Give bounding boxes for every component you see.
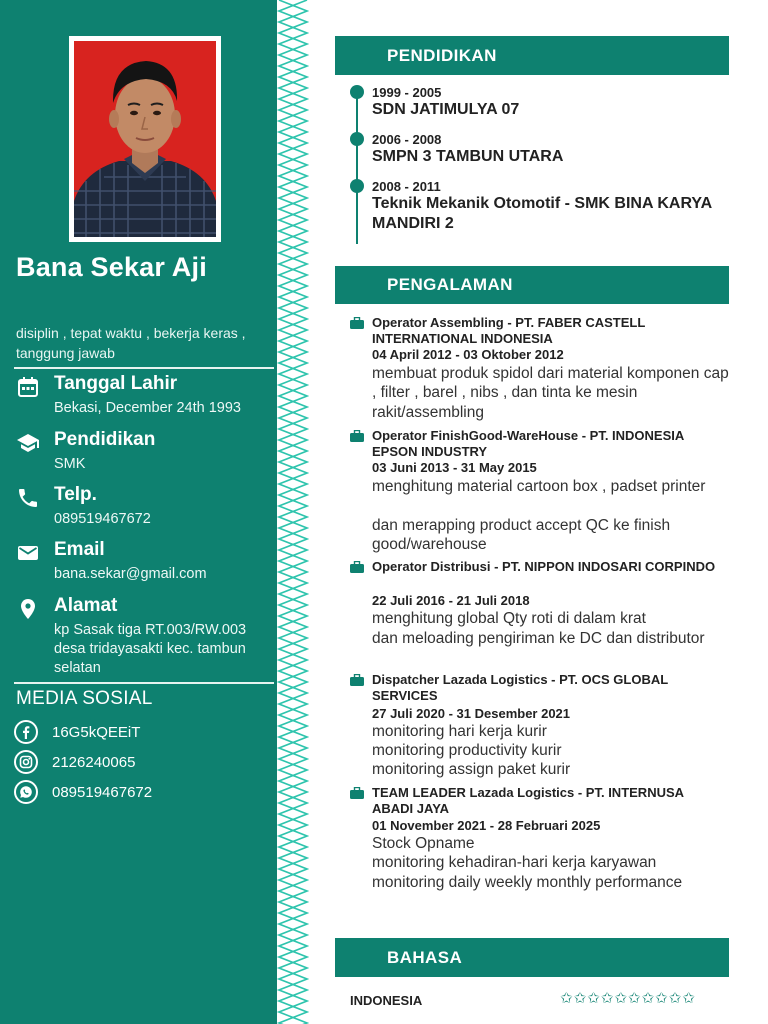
job-description: monitoring daily weekly monthly performance [372, 874, 683, 891]
profile-photo [69, 36, 221, 242]
timeline-dot [350, 132, 364, 146]
job-title: Operator FinishGood-WareHouse - PT. INDONESIA EPSON INDUSTRY [372, 428, 684, 459]
rating-star-icon: ✩ [587, 990, 600, 1007]
location-pin-icon [16, 597, 40, 621]
job-title: Operator Assembling - PT. FABER CASTELL INTERNATIONAL INDONESIA [372, 315, 646, 346]
briefcase-icon [350, 674, 364, 686]
job-description: menghitung material cartoon box , padset printer [372, 478, 706, 495]
address-label: Alamat [54, 595, 118, 616]
rating-star-icon: ✩ [668, 990, 682, 1007]
instagram-icon [14, 750, 38, 774]
decorative-zigzag-border [277, 0, 309, 1024]
job-description: monitoring kehadiran-hari kerja karyawan [372, 854, 657, 871]
education-school: SMPN 3 TAMBUN UTARA [372, 148, 564, 165]
education-label: Pendidikan [54, 429, 156, 450]
phone-label: Telp. [54, 484, 97, 505]
rating-star-icon: ✩ [655, 990, 668, 1007]
job-title: Operator Distribusi - PT. NIPPON INDOSARI CORPINDO [372, 559, 716, 574]
facebook-icon [14, 720, 38, 744]
briefcase-icon [350, 561, 364, 573]
job-description: monitoring assign paket kurir [372, 761, 571, 778]
sidebar-divider [14, 367, 274, 369]
job-description: membuat produk spidol dari material komponen cap , filter , barel , nibs , dan tinta ke mesin rakit/assembling [372, 365, 729, 421]
education-value: SMK [54, 456, 86, 472]
calendar-icon [16, 375, 40, 399]
job-dates: 22 Juli 2016 - 21 Juli 2018 [372, 593, 530, 608]
envelope-icon [16, 541, 40, 565]
timeline-dot [350, 85, 364, 99]
section-header-experience: PENGALAMAN [335, 266, 729, 304]
address-value: kp Sasak tiga RT.003/RW.003 desa tridayasakti kec. tambun selatan [54, 622, 247, 676]
rating-star-icon: ✩ [682, 990, 695, 1007]
education-years: 2008 - 2011 [372, 179, 441, 194]
job-title: TEAM LEADER Lazada Logistics - PT. INTERNUSA ABADI JAYA [372, 785, 684, 816]
timeline-dot [350, 179, 364, 193]
rating-star-icon: ✩ [627, 990, 641, 1007]
sidebar [0, 0, 277, 1024]
birth-value: Bekasi, December 24th 1993 [54, 400, 241, 416]
media-social-title: MEDIA SOSIAL [16, 688, 153, 709]
birth-label: Tanggal Lahir [54, 373, 178, 394]
language-rating [560, 990, 695, 1008]
education-school: SDN JATIMULYA 07 [372, 101, 520, 118]
profile-name: Bana Sekar Aji [16, 252, 207, 282]
whatsapp-icon [14, 780, 38, 804]
job-title: Dispatcher Lazada Logistics - PT. OCS GLOBAL SERVICES [372, 672, 668, 703]
instagram-handle: 2126240065 [52, 754, 136, 771]
briefcase-icon [350, 317, 364, 329]
portrait-image [74, 41, 216, 237]
job-dates: 03 Juni 2013 - 31 May 2015 [372, 460, 537, 475]
job-dates: 01 November 2021 - 28 Februari 2025 [372, 818, 601, 833]
phone-icon [16, 486, 40, 510]
rating-star-icon: ✩ [573, 990, 587, 1007]
email-value[interactable]: bana.sekar@gmail.com [54, 566, 207, 582]
job-description: dan merapping product accept QC ke finish good/warehouse [372, 517, 671, 554]
phone-value[interactable]: 089519467672 [54, 511, 151, 527]
job-description: Stock Opname [372, 835, 475, 852]
job-description: dan meloading pengiriman ke DC dan distributor [372, 630, 705, 647]
profile-tagline: disiplin , tepat waktu , bekerja keras , tanggung jawab [16, 325, 246, 361]
briefcase-icon [350, 430, 364, 442]
education-years: 1999 - 2005 [372, 85, 442, 100]
job-description: monitoring hari kerja kurir [372, 723, 547, 740]
whatsapp-number: 089519467672 [52, 784, 153, 801]
job-description: monitoring productivity kurir [372, 742, 562, 759]
facebook-handle: 16G5kQEEiT [52, 724, 141, 741]
email-label: Email [54, 539, 105, 560]
job-description: menghitung global Qty roti di dalam krat [372, 610, 646, 627]
language-name: INDONESIA [350, 993, 423, 1008]
section-header-language: BAHASA [335, 938, 729, 977]
rating-star-icon: ✩ [614, 990, 627, 1007]
job-dates: 04 April 2012 - 03 Oktober 2012 [372, 347, 564, 362]
education-school: Teknik Mekanik Otomotif - SMK BINA KARYA MANDIRI 2 [372, 195, 712, 232]
section-header-education: PENDIDIKAN [335, 36, 729, 75]
rating-star-icon: ✩ [560, 990, 573, 1007]
education-years: 2006 - 2008 [372, 132, 442, 147]
job-dates: 27 Juli 2020 - 31 Desember 2021 [372, 706, 571, 721]
rating-star-icon: ✩ [641, 990, 655, 1007]
sidebar-divider [14, 682, 274, 684]
graduation-cap-icon [16, 431, 40, 455]
education-timeline-line [356, 88, 358, 244]
rating-star-icon: ✩ [600, 990, 614, 1007]
briefcase-icon [350, 787, 364, 799]
